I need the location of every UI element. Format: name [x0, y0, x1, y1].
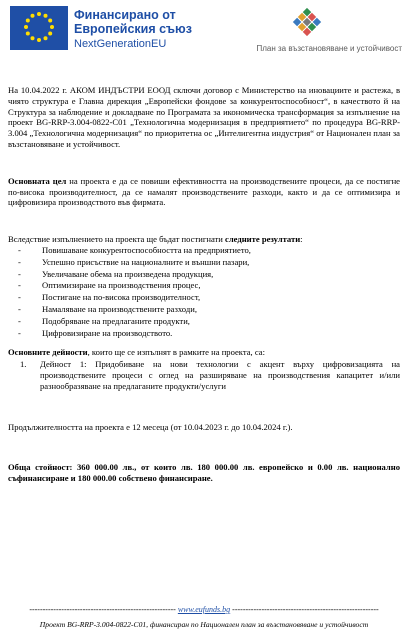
- activities-lead: [8, 347, 400, 358]
- list-item: - Цифровизиране на производството.: [18, 328, 400, 340]
- results-lead: [8, 234, 400, 245]
- activity-number: 1.: [20, 359, 27, 370]
- total-value-paragraph: [8, 462, 400, 484]
- activities-lead-text: , които ще се изпълнят в рамките на проекта, са:: [87, 347, 265, 358]
- results-lead-end: :: [300, 234, 303, 245]
- eu-funding-label: [74, 8, 192, 51]
- list-item: [20, 359, 400, 391]
- activities-list: [8, 359, 400, 391]
- activities-heading: Основните дейности: [8, 347, 88, 358]
- activity-text: Дейност 1: Придобиване на нови технологии с акцент върху цифровизацията на производствените процеси с оглед на разширяване на производствения капацитет и/или разнообразяване на предлаганите продукти/услуги: [40, 359, 400, 391]
- list-item: - Увеличаване обема на произведена продукция,: [18, 269, 400, 281]
- list-item: - Намаляване на производствените разходи,: [18, 304, 400, 316]
- goal-text: на проекта е да се повиши ефективността на производствените процеси, да се постигне по-висока производителност, да се намалят производствените разходи, както и да се оптимизира и цифровизира производството във фирмата.: [8, 175, 400, 208]
- footer-note: Проект BG-RRP-3.004-0822-C01, финансиран по Националeн план за възстановяване и устойчивост: [39, 620, 369, 629]
- list-item: - Подобряване на предлаганите продукти,: [18, 316, 400, 328]
- results-heading: следните резултати: [225, 234, 301, 245]
- footer-dashes-left: -------------------------------------------------------: [29, 605, 178, 614]
- total-value-text: Обща стойност: 360 000.00 лв., от които лв. 180 000.00 лв. европейско и 0.00 лв. национално съфинансиране и 180 000.00 собствено финансиране.: [8, 462, 400, 484]
- eu-flag-icon: [10, 6, 68, 50]
- list-item: - Повишаване конкурентоспособността на предприятието,: [18, 245, 400, 257]
- results-lead-text: Вследствие изпълнението на проекта ще бъдат постигнати: [8, 234, 226, 245]
- recovery-plan-logo-icon: [289, 4, 325, 40]
- eu-stars-icon: [10, 6, 68, 50]
- goal-paragraph: [8, 176, 400, 208]
- document-body: [8, 85, 400, 484]
- list-item: - Оптимизиране на производствения процес,: [18, 280, 400, 292]
- intro-paragraph: На 10.04.2022 г. АКОМ ИНДЪСТРИ ЕООД сключи договор с Министерство на иновациите и растежа, в чиято структура е Главна дирекция „Европейски фондове за конкурентоспособност“, в качеството й на Структура за наблюдение и докладване по Програмата за икономическа трансформация за изпълнение на проект BG-RRP-3.004-0822-C01 „Технологична модернизация в предприятието“ по процедура BG-RRP-3.004 „Технологична модернизация“ по приоритетна ос „Интелигентна индустрия“ от Национален план за възстановяване и устойчивост.: [8, 85, 400, 149]
- footer-dashes-right: -------------------------------------------------------: [230, 605, 379, 614]
- list-item: - Успешно присъствие на националните и външни пазари,: [18, 257, 400, 269]
- duration-paragraph: Продължителността на проекта е 12 месеца (от 10.04.2023 г. до 10.04.2024 г.).: [8, 421, 293, 432]
- eufunds-link[interactable]: www.eufunds.bg: [177, 605, 231, 614]
- recovery-plan-caption: План за възстановяване и устойчивост: [256, 44, 402, 53]
- eu-line-1: Финансирано от: [74, 8, 176, 22]
- eu-line-3: NextGenerationEU: [74, 38, 167, 50]
- results-list: [8, 245, 400, 339]
- page-header: [0, 0, 408, 62]
- list-item: - Постигане на по-висока производителност,: [18, 292, 400, 304]
- footer-link-line: [8, 605, 400, 614]
- goal-heading: Основната цел: [8, 175, 67, 186]
- eu-line-2: Европейския съюз: [74, 22, 192, 36]
